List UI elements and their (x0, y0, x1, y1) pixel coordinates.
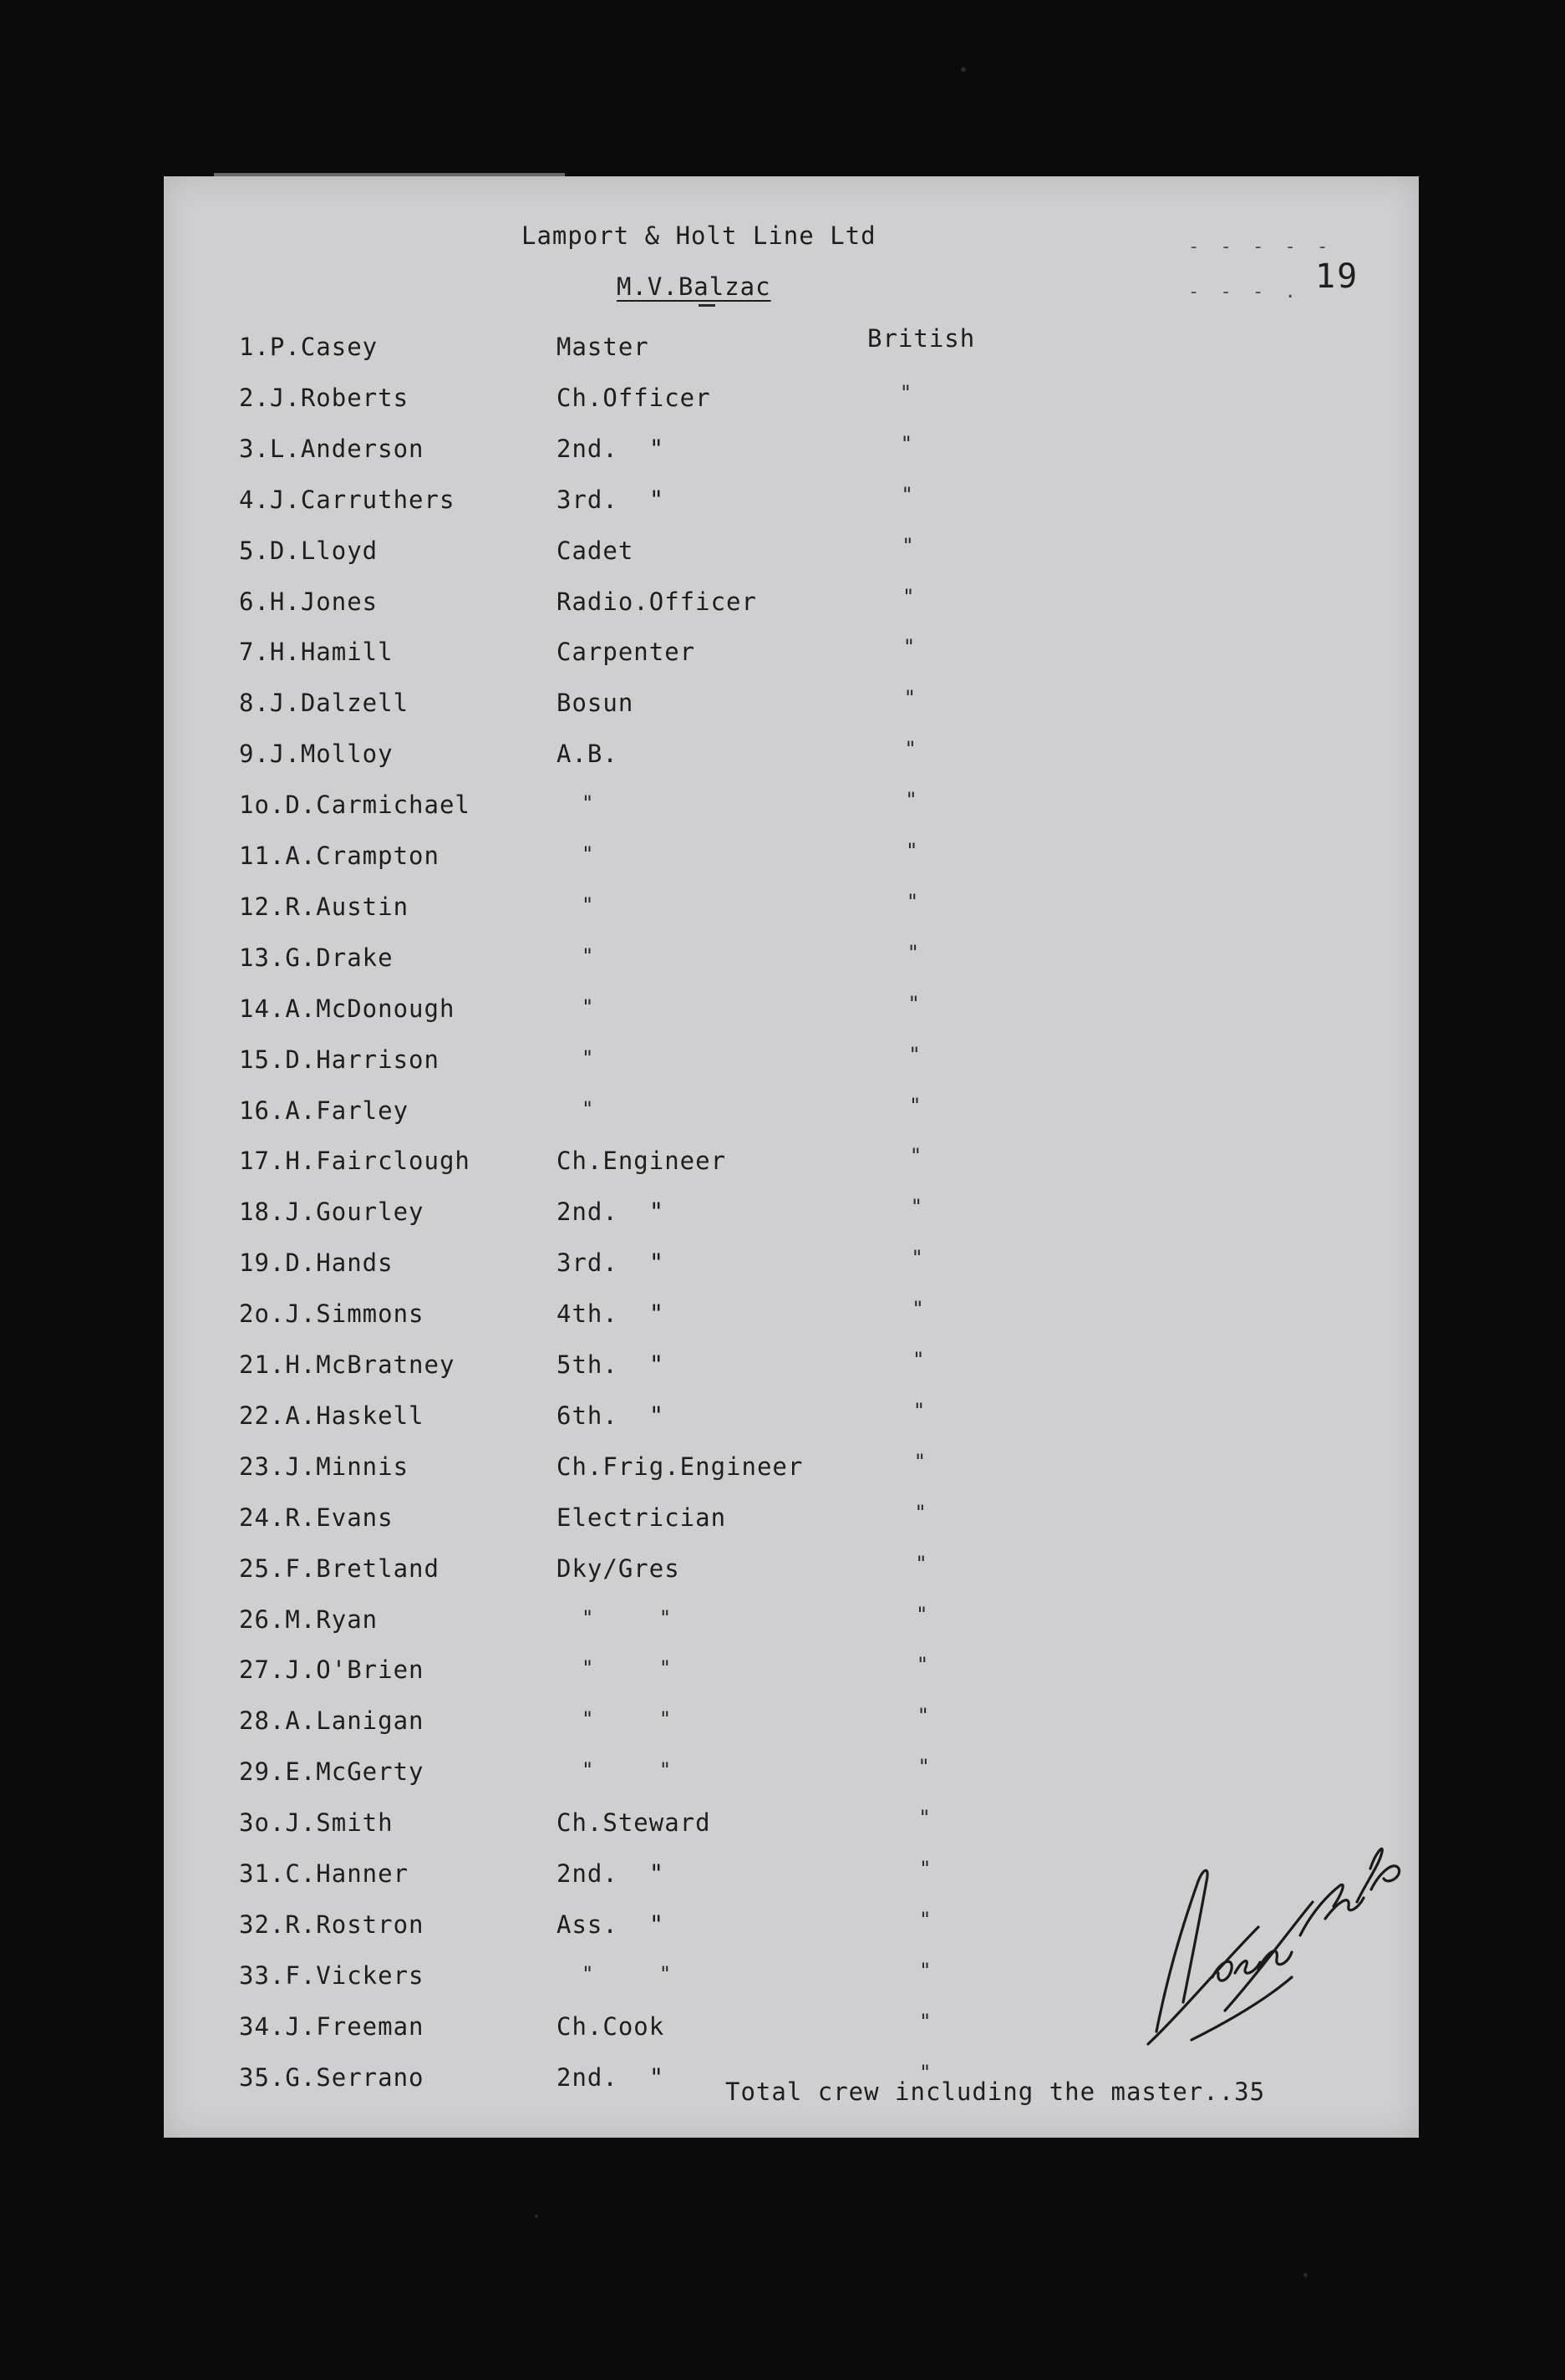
crew-name: 26.M.Ryan (239, 1605, 379, 1634)
crew-rank: Ch.Steward (556, 1808, 711, 1837)
crew-rank: Dky/Gres (556, 1554, 680, 1583)
crew-name: 13.G.Drake (239, 943, 394, 972)
crew-rank: Bosun (556, 689, 634, 717)
crew-name: 14.A.McDonough (239, 994, 455, 1023)
crew-rank: 2nd. " (556, 2063, 665, 2092)
crew-name: 1o.D.Carmichael (239, 791, 470, 819)
background-speck (961, 67, 966, 72)
background-speck (1303, 2273, 1308, 2277)
crew-nationality: " (899, 381, 913, 404)
signature (1133, 1802, 1409, 2052)
crew-name: 31.C.Hanner (239, 1859, 409, 1888)
page-dashes: - - - - - (1188, 236, 1334, 257)
crew-nationality: " (914, 1501, 927, 1524)
crew-nationality: " (919, 1959, 932, 1982)
crew-rank: " (582, 944, 595, 968)
crew-nationality: " (917, 1704, 931, 1727)
crew-nationality: " (906, 839, 919, 862)
crew-rank: " (582, 1097, 595, 1121)
crew-name: 4.J.Carruthers (239, 486, 455, 514)
crew-nationality: " (916, 1653, 930, 1676)
crew-name: 34.J.Freeman (239, 2012, 424, 2041)
crew-nationality: " (915, 1552, 928, 1575)
crew-name: 25.F.Bretland (239, 1554, 440, 1583)
crew-nationality: " (902, 534, 915, 557)
ship-name: M.V.Balzac (617, 272, 771, 301)
crew-name: 24.R.Evans (239, 1503, 394, 1532)
crew-rank: Radio.Officer (556, 587, 757, 616)
crew-nationality: " (901, 483, 914, 506)
underline-rule (699, 304, 715, 307)
background-speck (535, 2215, 538, 2218)
crew-nationality: " (919, 2010, 932, 2033)
crew-rank: Ch.Engineer (556, 1147, 727, 1175)
crew-rank: 3rd. " (556, 1248, 665, 1277)
crew-nationality: " (919, 1908, 932, 1931)
crew-name: 8.J.Dalzell (239, 689, 409, 717)
crew-nationality: " (902, 585, 916, 608)
crew-rank: 4th. " (556, 1299, 665, 1328)
crew-name: 22.A.Haskell (239, 1401, 424, 1430)
page-dashes: - - - . (1188, 282, 1301, 303)
crew-nationality: " (919, 1857, 932, 1880)
crew-rank: A.B. (556, 740, 618, 768)
crew-rank: " (582, 791, 595, 815)
crew-name: 1.P.Casey (239, 333, 379, 361)
page-number: 19 (1315, 257, 1359, 296)
crew-rank: " " (582, 1962, 673, 1986)
crew-nationality: " (909, 1094, 922, 1117)
crew-rank: Master (556, 333, 649, 361)
crew-nationality: " (917, 1755, 931, 1778)
total-crew: Total crew including the master..35 (725, 2077, 1266, 2106)
crew-rank: " (582, 893, 595, 917)
crew-nationality: " (918, 1806, 932, 1829)
crew-rank: Electrician (556, 1503, 727, 1532)
crew-list-page (164, 176, 1419, 2138)
crew-name: 19.D.Hands (239, 1248, 394, 1277)
crew-nationality: " (903, 686, 917, 709)
crew-rank: 5th. " (556, 1350, 665, 1379)
crew-rank: 3rd. " (556, 486, 665, 514)
crew-name: 2.J.Roberts (239, 384, 409, 412)
crew-rank: Carpenter (556, 638, 696, 666)
crew-name: 7.H.Hamill (239, 638, 394, 666)
crew-name: 23.J.Minnis (239, 1452, 409, 1481)
crew-name: 12.R.Austin (239, 892, 409, 921)
crew-nationality: " (913, 1450, 927, 1473)
crew-name: 35.G.Serrano (239, 2063, 424, 2092)
crew-nationality: " (905, 788, 918, 811)
crew-name: 16.A.Farley (239, 1096, 409, 1125)
crew-name: 29.E.McGerty (239, 1757, 424, 1786)
crew-nationality: " (912, 1348, 926, 1371)
crew-name: 2o.J.Simmons (239, 1299, 424, 1328)
company-name: Lamport & Holt Line Ltd (521, 221, 877, 250)
crew-nationality: " (912, 1399, 927, 1422)
crew-rank: 2nd. " (556, 1198, 665, 1226)
nationality-heading: British (867, 324, 976, 353)
crew-nationality: " (907, 941, 921, 964)
crew-nationality: " (904, 737, 917, 760)
crew-nationality: " (908, 1043, 922, 1066)
crew-name: 32.R.Rostron (239, 1910, 424, 1939)
crew-rank: Ch.Officer (556, 384, 711, 412)
crew-nationality: " (907, 992, 921, 1015)
crew-rank: " " (582, 1758, 673, 1782)
crew-name: 27.J.O'Brien (239, 1655, 424, 1684)
crew-name: 18.J.Gourley (239, 1198, 424, 1226)
crew-name: 15.D.Harrison (239, 1045, 440, 1074)
crew-name: 6.H.Jones (239, 587, 379, 616)
crew-name: 3.L.Anderson (239, 435, 424, 463)
crew-rank: " (582, 995, 595, 1019)
crew-rank: " (582, 1046, 595, 1070)
crew-name: 5.D.Lloyd (239, 537, 379, 565)
crew-name: 11.A.Crampton (239, 842, 440, 870)
crew-rank: 2nd. " (556, 1859, 665, 1888)
crew-rank: " " (582, 1656, 673, 1680)
crew-rank: " " (582, 1606, 673, 1630)
crew-rank: Ass. " (556, 1910, 665, 1939)
crew-nationality: " (902, 635, 917, 659)
crew-nationality: " (900, 432, 914, 455)
crew-name: 17.H.Fairclough (239, 1147, 470, 1175)
crew-rank: 2nd. " (556, 435, 665, 463)
crew-name: 3o.J.Smith (239, 1808, 394, 1837)
crew-rank: " " (582, 1707, 673, 1731)
crew-name: 28.A.Lanigan (239, 1706, 424, 1735)
crew-name: 21.H.McBratney (239, 1350, 455, 1379)
crew-nationality: " (910, 1195, 924, 1218)
crew-nationality: " (906, 890, 920, 913)
crew-nationality: " (912, 1297, 925, 1320)
crew-nationality: " (916, 1603, 929, 1626)
crew-nationality: " (911, 1246, 924, 1269)
crew-name: 9.J.Molloy (239, 740, 394, 768)
crew-rank: " (582, 842, 595, 866)
crew-rank: Ch.Cook (556, 2012, 665, 2041)
crew-nationality: " (909, 1144, 923, 1167)
crew-rank: Cadet (556, 537, 634, 565)
crew-rank: 6th. " (556, 1401, 665, 1430)
crew-name: 33.F.Vickers (239, 1961, 424, 1990)
crew-rank: Ch.Frig.Engineer (556, 1452, 804, 1481)
crew-nationality: " (919, 2061, 932, 2084)
